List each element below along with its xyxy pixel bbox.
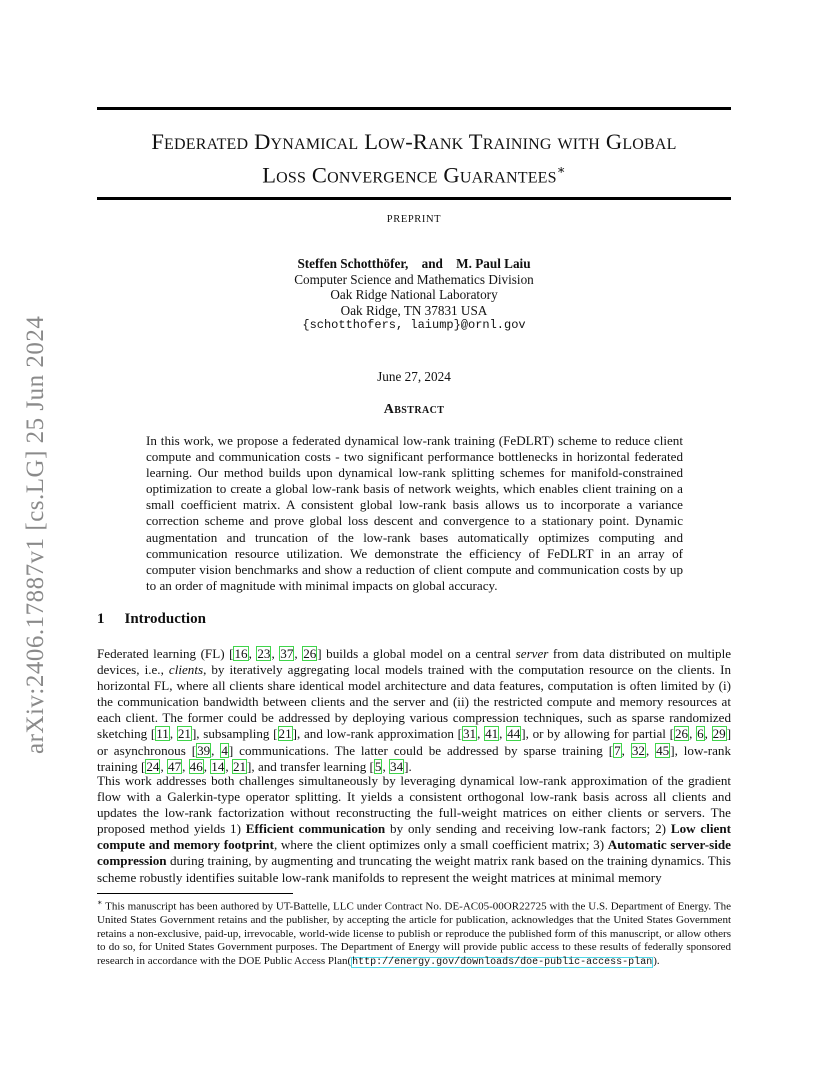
preprint-label: PREPRINT [386,214,442,225]
citation-link[interactable]: 29 [712,726,726,742]
citation-link[interactable]: 16 [234,646,248,661]
citation-link[interactable]: 39 [197,742,211,758]
title-line-1: Federated Dynamical Low-Rank Training with Global [151,129,677,154]
citation-link[interactable]: 26 [303,646,317,661]
emphasis-clients: clients [168,662,204,678]
footnote [97,896,731,970]
author-email: {schotthofers, laiump}@ornl.gov [302,318,526,332]
citation-link[interactable]: 6 [697,726,704,742]
citation-link[interactable]: 34 [390,758,404,774]
title-line-2: Loss Convergence Guarantees [262,162,557,188]
section-title: Introduction [124,611,206,627]
emphasis-server: server [515,646,549,661]
paper-date: June 27, 2024 [377,369,451,384]
author-and: and [421,256,443,271]
citation-link[interactable]: 21 [177,726,191,742]
citation-link[interactable]: 44 [507,726,521,742]
text-run: , where the client optimizes only a small coefficient matrix; 3) [273,837,608,853]
citation-link[interactable]: 7 [614,742,621,758]
citation-link[interactable]: 4 [221,742,228,758]
section-heading-introduction [97,611,206,628]
text-run: ], or by allowing for partial [ [521,726,674,742]
title-footnote-mark[interactable]: ∗ [556,162,566,177]
title-rule-top [97,107,731,110]
text-run: This work addresses both challenges simultaneously by leveraging dynamical low-rank approximation of the gradient flow with a Galerkin-type operator splitting. It yields a consistent orthogonal low-rank basis across all clients and updates the low-rank factorization without reconstructing the full-weight matrices on either clients or servers. The proposed method yields 1) [97,773,731,837]
text-run: ] or asynchronous [ [97,726,732,758]
bold-efficient-communication: Efficient communication [245,821,386,837]
intro-paragraph-1: Federated learning (FL) [16, 23, 37, 26] builds a global model on a central server from data distributed on multiple devices, i.e., clients, by iteratively aggregating local models trained with the computation resource on the clients. In horizontal FL, where all clients share identical model architecture and data features, computation is often limited by (i) the communication bandwidth between clients and the server and (ii) the restricted compute and memory resources at each client. The former could be addressed by deploying various compression techniques, such as sparse randomized sketching [11, 21], subsampling [21], and low-rank approximation [31, 41, 44], or by allowing for partial [26, 6, 29] or asynchronous [39, 4] communications. The latter could be addressed by sparse training [7, 32, 45], low-rank training [24, 47, 46, 14, 21], and transfer learning [5, 34]. [97,646,732,774]
affiliation-3: Oak Ridge, TN 37831 USA [340,302,488,318]
text-run: by only sending and receiving low-rank factors; 2) [385,821,671,837]
author-2: M. Paul Laiu [456,256,531,271]
citation-link[interactable]: 37 [280,646,294,661]
intro-paragraph-2 [97,773,731,886]
author-1: Steffen Schotthöfer, [297,256,409,271]
footnote-text: This manuscript has been authored by UT-Battelle, LLC under Contract No. DE-AC05-00OR22725 with the U.S. Department of Energy. The United States Government retains and the publisher, by accepting the article for publication, acknowledges that the United States Government retains a non-exclusive, paid-up, irrevocable, world-wide license to publish or reproduce the published form of this manuscript, or allow others to do so, for United States Government purposes. The Department of Energy will provide public access to these results of federally sponsored research in accordance with the DOE Public Access Plan( [97,900,731,968]
citation-link[interactable]: 14 [211,758,225,774]
citation-link[interactable]: 47 [168,758,182,774]
text-run: ] communications. The latter could be addressed by sparse training [ [228,742,614,758]
citation-link[interactable]: 45 [656,742,670,758]
citation-link[interactable]: 23 [257,646,271,661]
text-run: ], and low-rank approximation [ [292,726,462,742]
affiliation-2: Oak Ridge National Laboratory [330,287,498,302]
citation-link[interactable]: 26 [674,726,689,742]
title-rule-bottom [97,197,731,200]
citation-link[interactable]: 5 [374,758,382,774]
text-run: from data distributed on multiple devices, i.e., [97,646,732,678]
abstract-text: In this work, we propose a federated dynamical low-rank training (FeDLRT) scheme to reduce client compute and communication costs - two significant performance bottlenecks in horizontal federated learning. Our method builds upon dynamical low-rank splitting schemes for manifold-constrained optimization to create a global low-rank basis of network weights, which enables client training on a small coefficient matrix. A consistent global low-rank basis allows us to incorporate a variance correction scheme and prove global loss descent and convergence to a stationary point. Dynamic augmentation and truncation of the low-rank bases automatically optimizes computing and communication resource utilization. We demonstrate the efficiency of FeDLRT in an array of computer vision benchmarks and show a reduction of client compute and communication costs by up to an order of magnitude with minimal impacts on global accuracy. [146,433,683,593]
text-run: during training, by augmenting and truncating the weight matrix rank based on the training dynamics. This scheme robustly identifies suitable low-rank manifolds to represent the weight matrices at minimal memory [97,853,731,885]
citation-link[interactable]: 21 [278,726,292,742]
footnote-end: ). [653,955,660,968]
text-run: ], and transfer learning [ [247,758,374,774]
text-run: , by iteratively aggregating local models trained with the computation resource on the clients. In horizontal FL, where all clients share identical model architecture and data features, computation is often limited by (i) the communication bandwidth between clients and the server and (ii) the restricted compute and memory resources at each client. The former could be addressed by deploying various compression techniques, such as sparse randomized sketching [ [97,662,731,742]
arxiv-stamp: arXiv:2406.17887v1 [cs.LG] 25 Jun 2024 [22,315,49,754]
bold-server-side-compression: Automatic server-side compression [97,837,731,869]
footnote-rule [97,893,293,894]
text-run: Federated learning (FL) [ [97,646,234,661]
citation-link[interactable]: 41 [485,726,499,742]
citation-link[interactable]: 24 [146,758,160,774]
citation-link[interactable]: 32 [631,742,645,758]
citation-link[interactable]: 21 [232,758,247,774]
paper-title [97,128,731,190]
author-names [0,256,828,272]
citation-link[interactable]: 11 [156,726,169,742]
text-run: ], low-rank training [ [97,742,732,774]
author-block [0,256,828,334]
bold-low-client-compute: Low client compute and memory footprint [97,821,731,853]
text-run: ] builds a global model on a central [317,646,516,661]
affiliation-1: Computer Science and Mathematics Division [294,271,534,287]
citation-link[interactable]: 46 [189,758,203,774]
citation-link[interactable]: 31 [462,726,477,742]
doe-plan-link[interactable]: http://energy.gov/downloads/doe-public-access-plan [352,957,653,969]
text-run: ], subsampling [ [191,726,278,742]
text-run: ]. [404,758,412,774]
abstract-heading: Abstract [383,402,445,417]
section-number: 1 [97,611,105,627]
footnote-mark: ∗ [97,898,103,907]
